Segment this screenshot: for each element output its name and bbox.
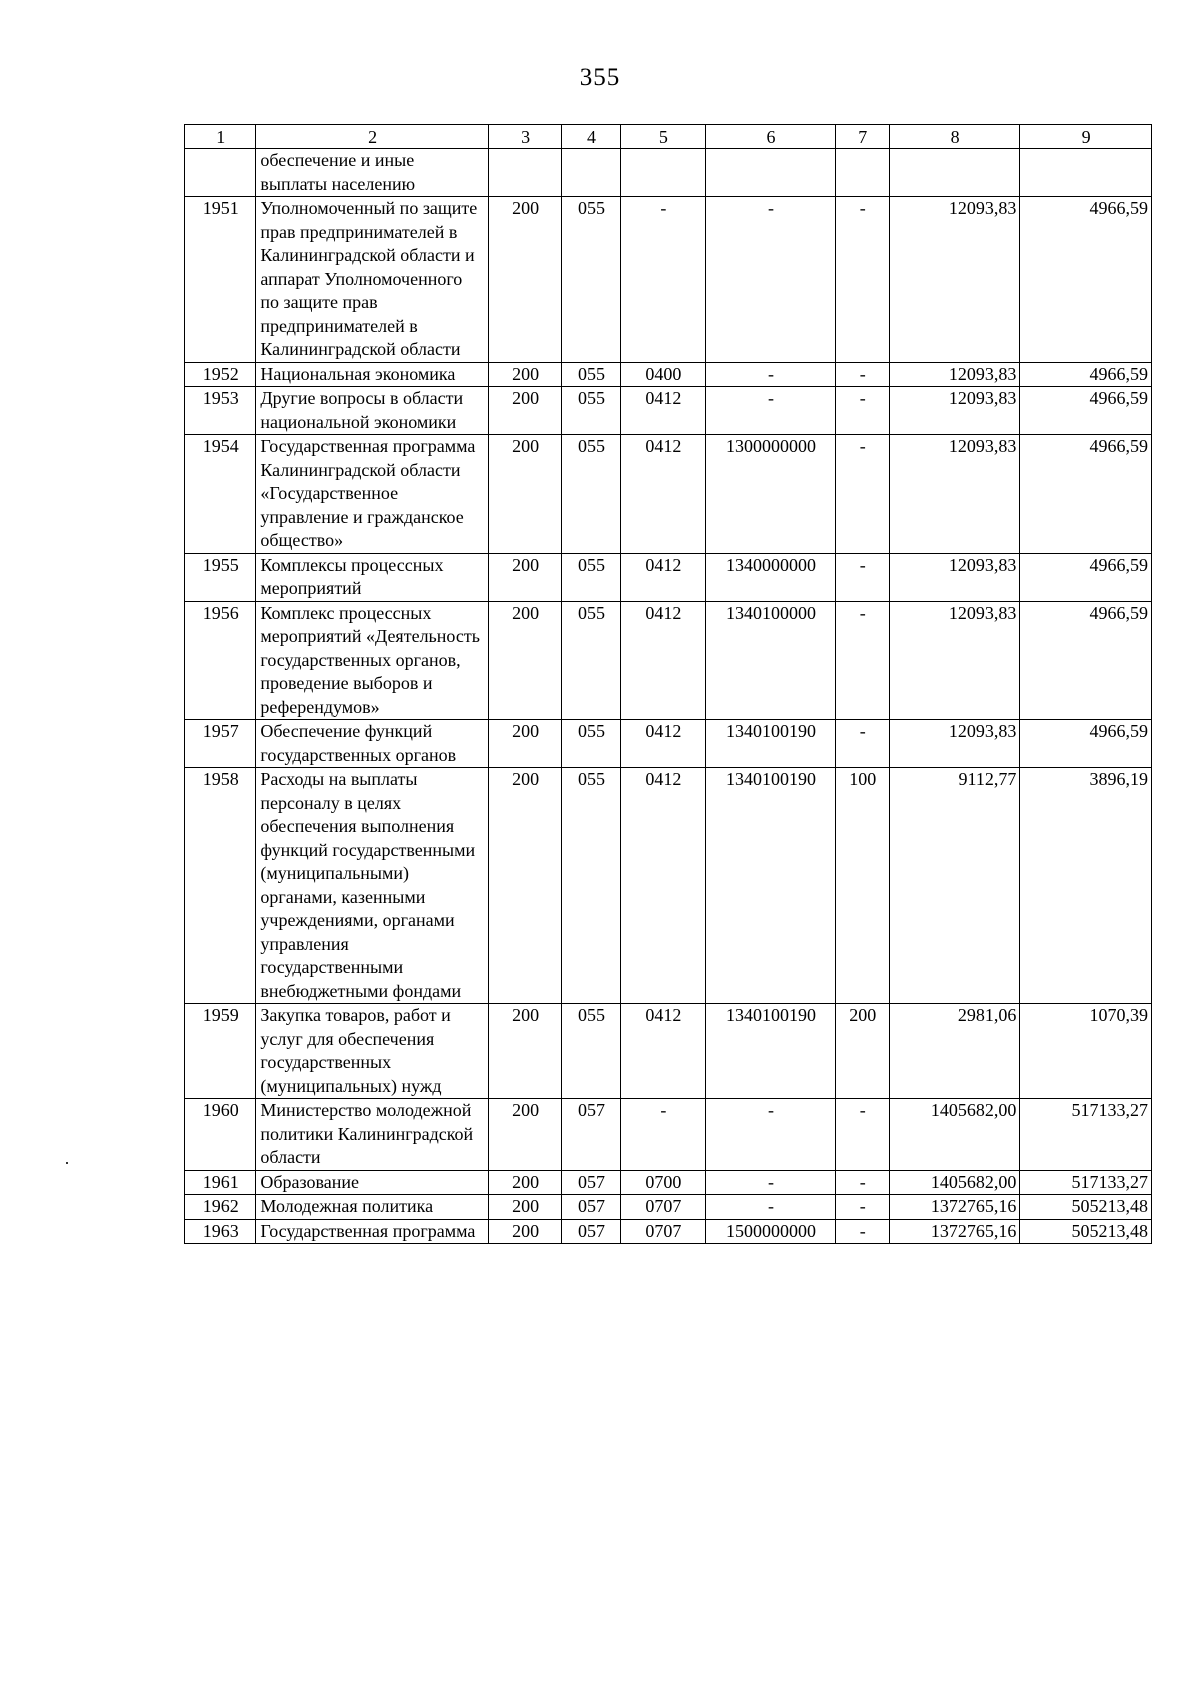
row-name-cell: обеспечение и иные выплаты населению: [256, 149, 489, 197]
col3-cell: 200: [488, 1195, 561, 1220]
col5-cell: 0412: [620, 720, 706, 768]
amount-col8-cell: 12093,83: [889, 720, 1020, 768]
table-row: [185, 435, 1152, 554]
amount-col8-cell: 12093,83: [889, 197, 1020, 363]
row-name-cell: Комплекс процессных мероприятий «Деятельность государственных органов, проведение выборов и референдумов»: [256, 601, 489, 720]
amount-col9-cell: 4966,59: [1020, 435, 1152, 554]
col5-cell: 0412: [620, 768, 706, 1004]
row-number-cell: 1951: [185, 197, 256, 363]
row-name-cell: Комплексы процессных мероприятий: [256, 553, 489, 601]
row-number-cell: 1958: [185, 768, 256, 1004]
row-number-cell: 1952: [185, 362, 256, 387]
col6-cell: 1500000000: [706, 1219, 836, 1244]
col6-cell: [706, 149, 836, 197]
page-number: 355: [579, 64, 621, 91]
row-name-cell: Другие вопросы в области национальной экономики: [256, 387, 489, 435]
amount-col9-cell: 4966,59: [1020, 720, 1152, 768]
row-number-cell: 1963: [185, 1219, 256, 1244]
amount-col9-cell: 3896,19: [1020, 768, 1152, 1004]
col6-cell: -: [706, 362, 836, 387]
amount-col8-cell: 1405682,00: [889, 1099, 1020, 1171]
col6-cell: -: [706, 1195, 836, 1220]
col4-cell: 055: [562, 197, 620, 363]
amount-col8-cell: 12093,83: [889, 387, 1020, 435]
row-number-cell: 1955: [185, 553, 256, 601]
col7-cell: -: [835, 601, 889, 720]
row-name-cell: Закупка товаров, работ и услуг для обеспечения государственных (муниципальных) нужд: [256, 1004, 489, 1099]
amount-col9-cell: [1020, 149, 1152, 197]
amount-col8-cell: 9112,77: [889, 768, 1020, 1004]
col7-cell: -: [835, 197, 889, 363]
col6-cell: 1340100190: [706, 720, 836, 768]
amount-col8-cell: 1372765,16: [889, 1219, 1020, 1244]
col3-cell: 200: [488, 387, 561, 435]
col5-cell: -: [620, 1099, 706, 1171]
col-header-1: 1: [185, 125, 256, 149]
col3-cell: 200: [488, 197, 561, 363]
table-row: [185, 387, 1152, 435]
row-number-cell: 1959: [185, 1004, 256, 1099]
col5-cell: 0412: [620, 435, 706, 554]
col3-cell: 200: [488, 1219, 561, 1244]
row-name-cell: Уполномоченный по защите прав предпринимателей в Калининградской области и аппарат Уполномоченного по защите прав предпринимателей в Калининградской области: [256, 197, 489, 363]
col5-cell: 0400: [620, 362, 706, 387]
row-number-cell: 1953: [185, 387, 256, 435]
col4-cell: 055: [562, 1004, 620, 1099]
row-number-cell: 1954: [185, 435, 256, 554]
row-number-cell: 1956: [185, 601, 256, 720]
col5-cell: 0707: [620, 1219, 706, 1244]
amount-col9-cell: 4966,59: [1020, 197, 1152, 363]
amount-col9-cell: 505213,48: [1020, 1195, 1152, 1220]
col4-cell: 057: [562, 1170, 620, 1195]
col-header-7: 7: [835, 125, 889, 149]
table-row: [185, 1219, 1152, 1244]
col5-cell: 0707: [620, 1195, 706, 1220]
amount-col8-cell: 12093,83: [889, 362, 1020, 387]
amount-col8-cell: 1405682,00: [889, 1170, 1020, 1195]
col7-cell: [835, 149, 889, 197]
col6-cell: -: [706, 1170, 836, 1195]
amount-col9-cell: 4966,59: [1020, 553, 1152, 601]
table-row: [185, 768, 1152, 1004]
col3-cell: 200: [488, 720, 561, 768]
col6-cell: 1340000000: [706, 553, 836, 601]
row-number-cell: 1961: [185, 1170, 256, 1195]
row-number-cell: 1960: [185, 1099, 256, 1171]
row-number-cell: 1957: [185, 720, 256, 768]
col4-cell: [562, 149, 620, 197]
table-row: [185, 1004, 1152, 1099]
col3-cell: 200: [488, 362, 561, 387]
col-header-3: 3: [488, 125, 561, 149]
col5-cell: [620, 149, 706, 197]
amount-col8-cell: 1372765,16: [889, 1195, 1020, 1220]
row-number-cell: [185, 149, 256, 197]
row-name-cell: Расходы на выплаты персоналу в целях обеспечения выполнения функций государственными (муниципальными) органами, казенными учреждениями, органами управления государственными внебюджетными фондами: [256, 768, 489, 1004]
col3-cell: 200: [488, 601, 561, 720]
col7-cell: -: [835, 720, 889, 768]
col4-cell: 057: [562, 1219, 620, 1244]
col6-cell: -: [706, 1099, 836, 1171]
col4-cell: 055: [562, 720, 620, 768]
col6-cell: 1300000000: [706, 435, 836, 554]
amount-col9-cell: 517133,27: [1020, 1170, 1152, 1195]
table-row: [185, 601, 1152, 720]
table-row: [185, 1195, 1152, 1220]
col5-cell: 0700: [620, 1170, 706, 1195]
amount-col9-cell: 4966,59: [1020, 362, 1152, 387]
row-name-cell: Государственная программа Калининградской области «Государственное управление и гражданское общество»: [256, 435, 489, 554]
col5-cell: -: [620, 197, 706, 363]
col7-cell: -: [835, 362, 889, 387]
row-name-cell: Национальная экономика: [256, 362, 489, 387]
col5-cell: 0412: [620, 553, 706, 601]
row-number-cell: 1962: [185, 1195, 256, 1220]
amount-col8-cell: 12093,83: [889, 435, 1020, 554]
col-header-6: 6: [706, 125, 836, 149]
table-row: [185, 362, 1152, 387]
col3-cell: 200: [488, 553, 561, 601]
col4-cell: 055: [562, 387, 620, 435]
col-header-2: 2: [256, 125, 489, 149]
col7-cell: 200: [835, 1004, 889, 1099]
row-name-cell: Молодежная политика: [256, 1195, 489, 1220]
amount-col8-cell: 2981,06: [889, 1004, 1020, 1099]
col5-cell: 0412: [620, 387, 706, 435]
col3-cell: 200: [488, 1170, 561, 1195]
row-name-cell: Государственная программа: [256, 1219, 489, 1244]
col7-cell: -: [835, 1219, 889, 1244]
table-row: [185, 149, 1152, 197]
table-row: [185, 720, 1152, 768]
col4-cell: 055: [562, 768, 620, 1004]
col3-cell: 200: [488, 1004, 561, 1099]
col6-cell: 1340100190: [706, 768, 836, 1004]
row-name-cell: Министерство молодежной политики Калининградской области: [256, 1099, 489, 1171]
col-header-5: 5: [620, 125, 706, 149]
col7-cell: -: [835, 553, 889, 601]
col7-cell: -: [835, 1170, 889, 1195]
table-row: [185, 197, 1152, 363]
col4-cell: 055: [562, 435, 620, 554]
col-header-9: 9: [1020, 125, 1152, 149]
col6-cell: 1340100000: [706, 601, 836, 720]
amount-col9-cell: 1070,39: [1020, 1004, 1152, 1099]
scan-speck: [66, 1162, 68, 1164]
table-row: [185, 1099, 1152, 1171]
col4-cell: 057: [562, 1195, 620, 1220]
amount-col9-cell: 505213,48: [1020, 1219, 1152, 1244]
budget-table: [184, 124, 1152, 1244]
col4-cell: 055: [562, 601, 620, 720]
col-header-4: 4: [562, 125, 620, 149]
amount-col9-cell: 4966,59: [1020, 387, 1152, 435]
amount-col9-cell: 517133,27: [1020, 1099, 1152, 1171]
amount-col8-cell: [889, 149, 1020, 197]
col-header-8: 8: [889, 125, 1020, 149]
col4-cell: 057: [562, 1099, 620, 1171]
col4-cell: 055: [562, 362, 620, 387]
col7-cell: -: [835, 435, 889, 554]
col6-cell: -: [706, 197, 836, 363]
amount-col8-cell: 12093,83: [889, 601, 1020, 720]
header-row: [185, 125, 1152, 149]
amount-col9-cell: 4966,59: [1020, 601, 1152, 720]
row-name-cell: Образование: [256, 1170, 489, 1195]
col7-cell: 100: [835, 768, 889, 1004]
col7-cell: -: [835, 1099, 889, 1171]
table-row: [185, 1170, 1152, 1195]
col6-cell: 1340100190: [706, 1004, 836, 1099]
amount-col8-cell: 12093,83: [889, 553, 1020, 601]
col6-cell: -: [706, 387, 836, 435]
col3-cell: 200: [488, 435, 561, 554]
col5-cell: 0412: [620, 601, 706, 720]
col4-cell: 055: [562, 553, 620, 601]
col7-cell: -: [835, 387, 889, 435]
col7-cell: -: [835, 1195, 889, 1220]
table-row: [185, 553, 1152, 601]
row-name-cell: Обеспечение функций государственных органов: [256, 720, 489, 768]
col3-cell: [488, 149, 561, 197]
col5-cell: 0412: [620, 1004, 706, 1099]
col3-cell: 200: [488, 1099, 561, 1171]
col3-cell: 200: [488, 768, 561, 1004]
